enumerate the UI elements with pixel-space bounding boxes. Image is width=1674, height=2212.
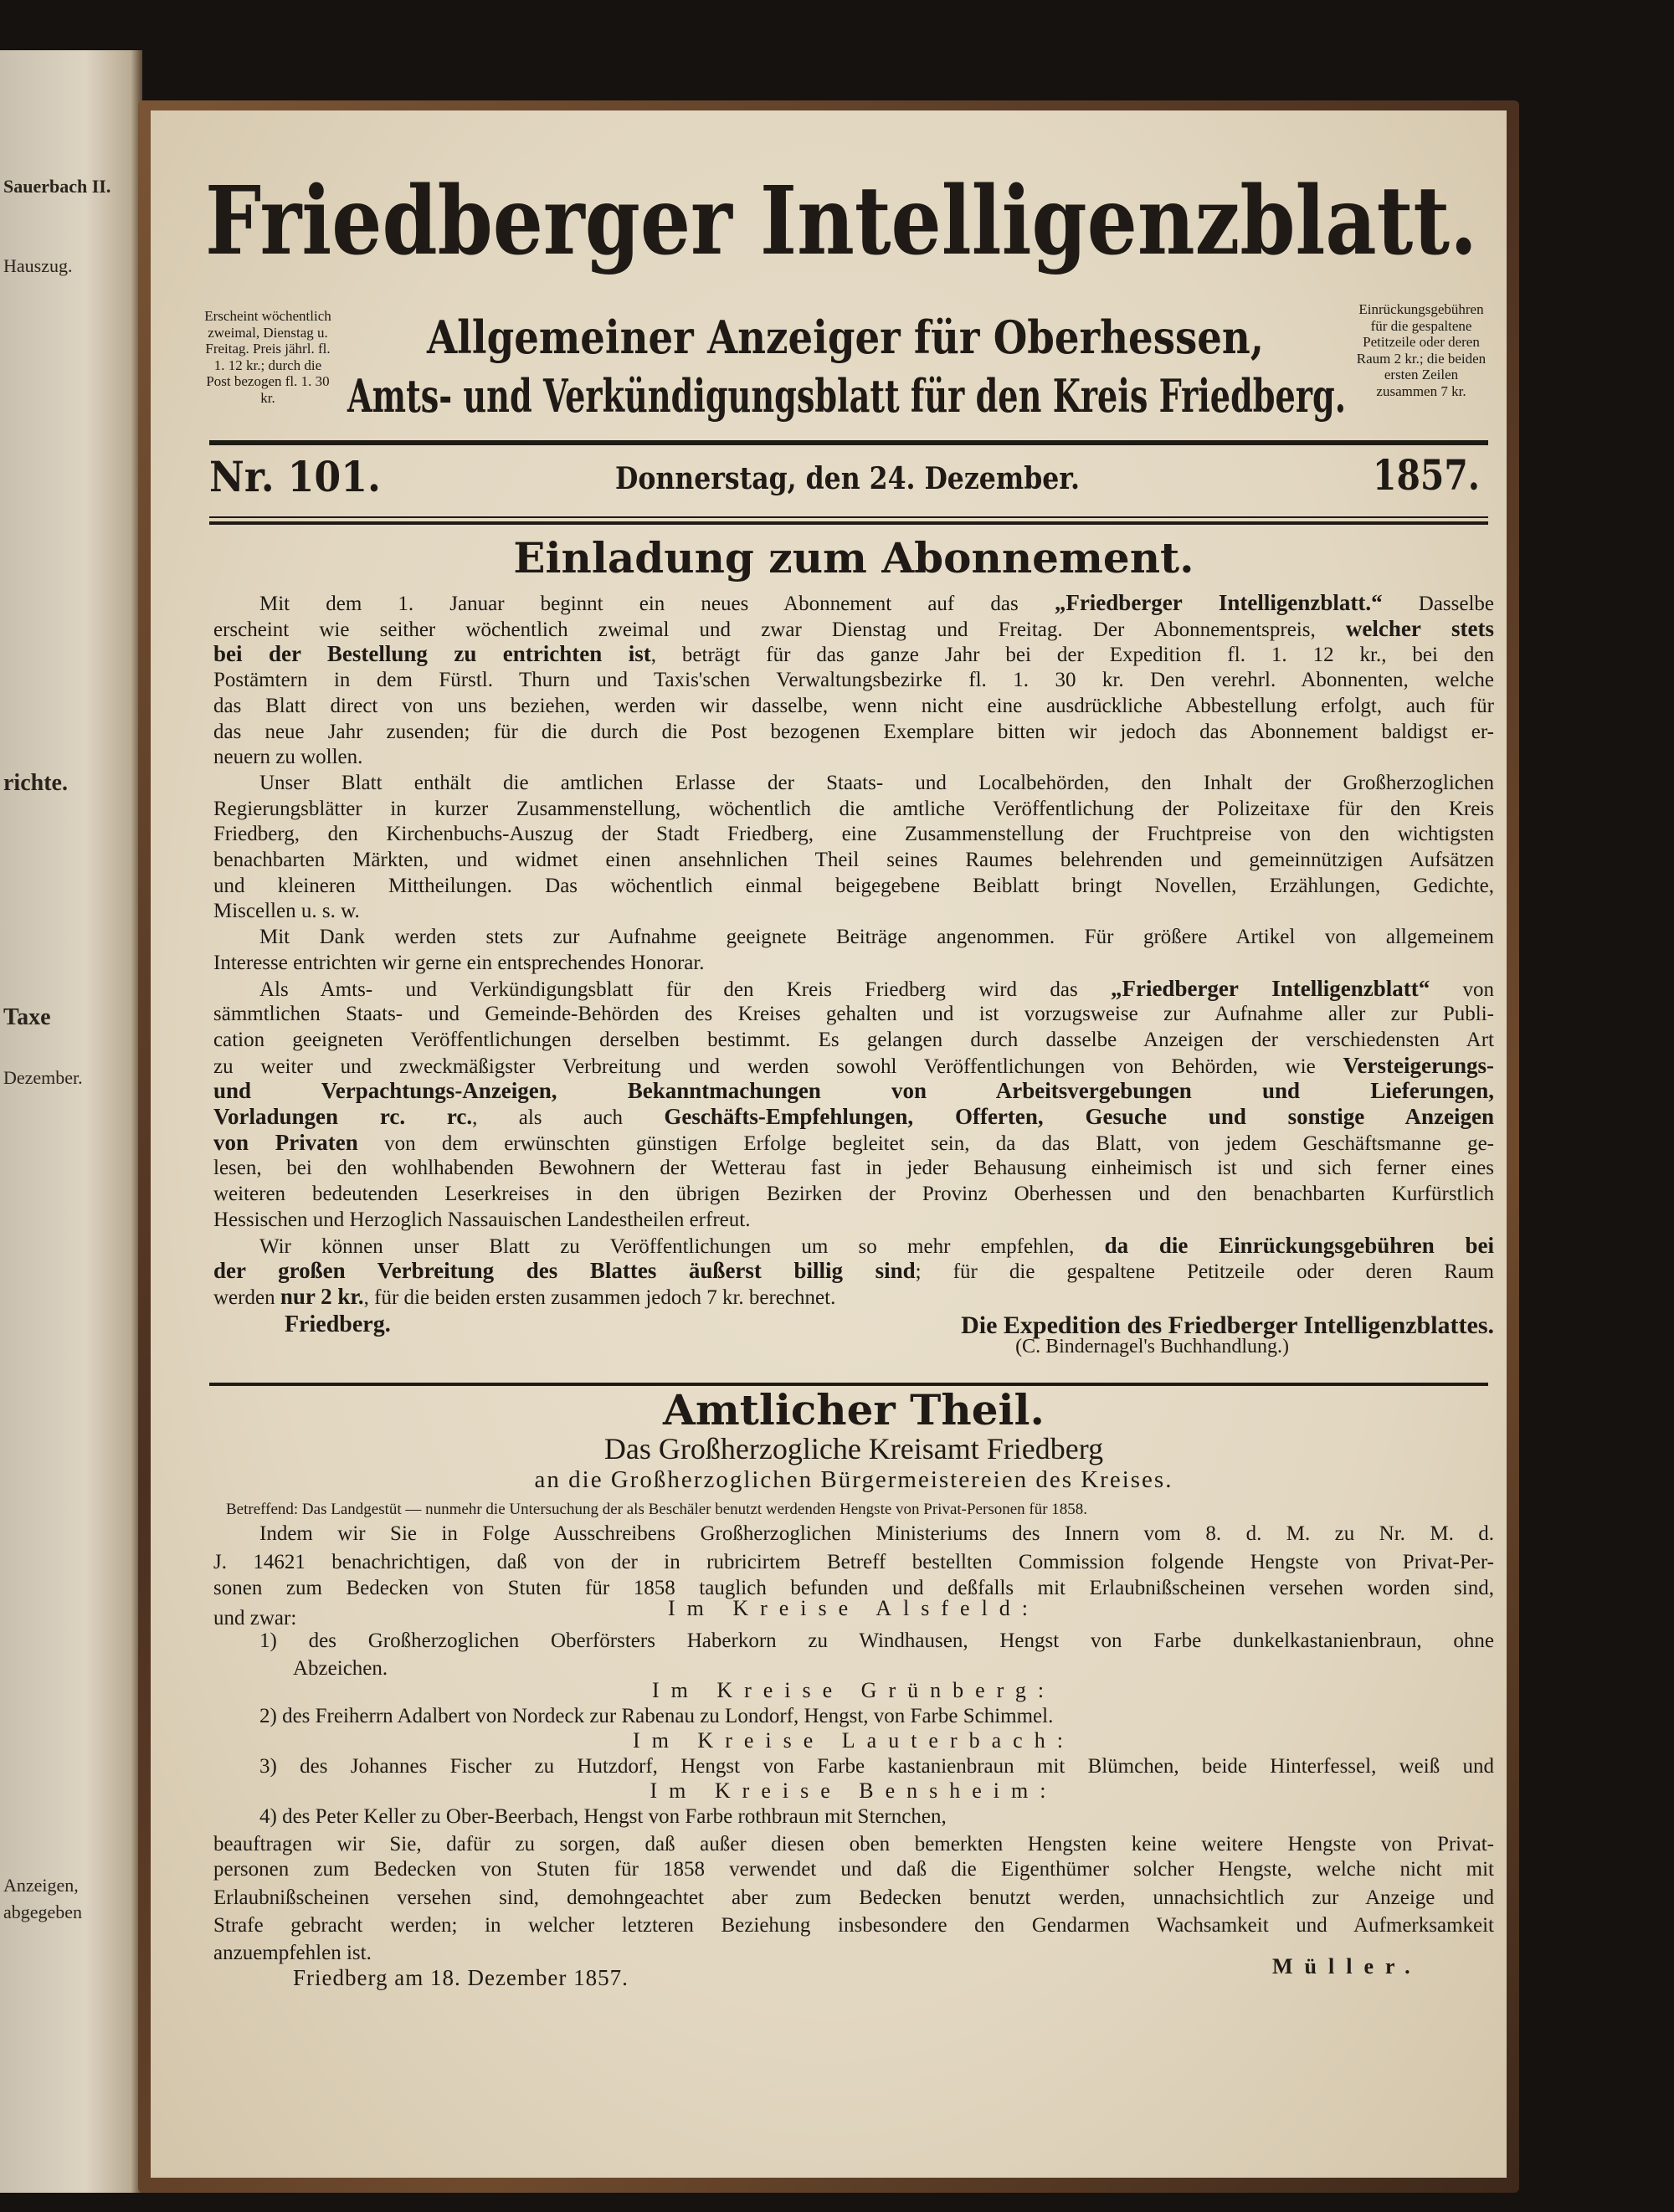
signature: Die Expedition des Friedberger Intelligenzblattes. (961, 1311, 1494, 1339)
divider (209, 440, 1488, 445)
article-line (213, 719, 1494, 745)
issue-year: 1857. (1373, 450, 1480, 500)
article-line (213, 641, 1494, 667)
bold-text: von Privaten (213, 1129, 358, 1155)
body-line: Indem wir Sie in Folge Ausschreibens Großherzoglichen Ministeriums des Innern vom 8. d. M. zu Nr. M. d. (259, 1522, 1494, 1545)
place: Friedberg. (285, 1311, 391, 1337)
article-line (213, 744, 1494, 770)
stallion-entry: 2) des Freiherrn Adalbert von Nordeck zur Rabenau zu Londorf, Hengst, von Farbe Schimmel. (259, 1705, 1054, 1727)
bold-text: welcher stets (1345, 615, 1494, 641)
section-heading-official: Amtlicher Theil. (663, 1385, 1045, 1434)
dateline: Friedberg am 18. Dezember 1857. (293, 1965, 629, 1990)
article-line (213, 873, 1494, 899)
text: Dasselbe (1382, 593, 1495, 615)
article-line (259, 590, 1494, 616)
issue-number: Nr. 101. (209, 452, 381, 501)
text: Unser Blatt enthält die amtlichen Erlasse der Staats- und Localbehörden, den Inhalt der Großherzoglichen (259, 771, 1494, 794)
text: , als auch (472, 1106, 665, 1129)
text: zu weiter und zweckmäßigster Verbreitung und werden sowohl Veröffentlichungen von Behörden, wie (213, 1055, 1343, 1078)
publisher: (C. Bindernagel's Buchhandlung.) (1015, 1336, 1289, 1357)
newspaper-title: Friedberger Intelligenzblatt. (205, 167, 1477, 276)
article-line (213, 1155, 1494, 1181)
text: cation geeigneten Veröffentlichungen derselben bestimmt. Es gelangen durch dasselbe Anzeigen der verschiedensten Art (213, 1028, 1494, 1051)
bold-text: nur 2 kr. (280, 1283, 364, 1309)
fragment: Hauszug. (3, 255, 73, 276)
stallion-entry: 1) des Großherzoglichen Oberförsters Haberkorn zu Windhausen, Hengst von Farbe dunkelkastanienbraun, ohne (259, 1629, 1494, 1652)
body-line: J. 14621 benachrichtigen, daß von der in rubricirtem Betreff bestellten Commission folgende Hengste von Privat-Per- (213, 1551, 1494, 1573)
bold-text: Versteigerungs- (1343, 1052, 1494, 1078)
article-line (213, 693, 1494, 719)
article-line (213, 1207, 1494, 1233)
district-heading: Im Kreise Bensheim: (650, 1778, 1058, 1803)
fragment: Taxe (3, 1004, 51, 1030)
text: Als Amts- und Verkündigungsblatt für den Kreis Friedberg wird das (259, 978, 1111, 1001)
article-line (213, 616, 1494, 642)
previous-page-edge (0, 50, 142, 2193)
text: das Blatt direct von uns beziehen, werden wir dasselbe, wenn nicht eine ausdrückliche Abbestellung erfolgt, auch für (213, 694, 1494, 717)
stallion-entry: 3) des Johannes Fischer zu Hutzdorf, Hengst von Farbe kastanienbraun mit Blümchen, beide Hinterfessel, weiß und (259, 1755, 1494, 1778)
authority: Das Großherzogliche Kreisamt Friedberg (603, 1432, 1104, 1465)
article-line (213, 1001, 1494, 1027)
article-line (213, 821, 1494, 847)
subtitle: Allgemeiner Anzeiger für Oberhessen, (427, 311, 1264, 364)
text: benachbarten Märkten, und widmet einen ansehnlichen Theil seines Raumes belehrenden und gemeinnützigen Aufsätzen (213, 849, 1494, 871)
article-line (213, 667, 1494, 693)
article-line (213, 1258, 1494, 1284)
bold-text: der großen Verbreitung des Blattes äußerst billig sind (213, 1258, 916, 1284)
text: und kleineren Mittheilungen. Das wöchentlich einmal beigegebene Beiblatt bringt Novellen, Erzählungen, Gedichte, (213, 874, 1494, 897)
text: lesen, bei den wohlhabenden Bewohnern der Wetterau fast in jeder Behausung einheimisch ist und sich ferner eines (213, 1157, 1494, 1180)
text: neuern zu wollen. (213, 746, 363, 769)
text: erscheint wie seither wöchentlich zweimal und zwar Dienstag und Freitag. Der Abonnementspreis, (213, 618, 1346, 641)
text: sämmtlichen Staats- und Gemeinde-Behörden des Kreises gehalten und ist vorzugsweise zur Aufnahme aller zur Publi- (213, 1003, 1494, 1026)
fragment: Sauerbach II. (3, 176, 111, 197)
subtitle-official: Amts- und Verkündigungsblatt für den Kreis Friedberg. (347, 369, 1346, 423)
fragment: Anzeigen, (3, 1875, 79, 1896)
bold-text: „Friedberger Intelligenzblatt“ (1110, 975, 1430, 1001)
text: von dem erwünschten günstigen Erfolge begleitet sein, da das Blatt, von jedem Geschäftsmanne ge- (357, 1132, 1494, 1155)
text: weiteren bedeutenden Leserkreises in den übrigen Bezirken der Provinz Oberhessen und den benachbarten Kurfürstlich (213, 1183, 1494, 1206)
text: Hessischen und Herzoglich Nassauischen Landestheilen erfreut. (213, 1208, 751, 1231)
article-line (259, 976, 1494, 1002)
district-heading: Im Kreise Alsfeld: (667, 1596, 1040, 1620)
body-line: und zwar: (213, 1607, 297, 1629)
body-line: personen zum Bedecken von Stuten für 1858 verwendet und daß die Eigenthümer solcher Hengste, welche nicht mit (213, 1858, 1494, 1881)
text: ; für die gespaltene Petitzeile oder deren Raum (915, 1260, 1494, 1284)
bold-text: und Verpachtungs-Anzeigen, Bekanntmachungen von Arbeitsvergebungen und Lieferungen, (213, 1078, 1494, 1104)
text: Miscellen u. s. w. (213, 900, 360, 923)
bold-text: Geschäfts-Empfehlungen, Offerten, Gesuche und sonstige Anzeigen (664, 1104, 1495, 1129)
article-line (213, 1104, 1494, 1130)
signed-by: Müller. (1272, 1954, 1422, 1978)
article-line (213, 950, 1494, 976)
text: Postämtern in dem Fürstl. Thurn und Taxis'schen Verwaltungsbezirke fl. 1. 30 kr. Den verehrl. Abonnenten, welche (213, 669, 1494, 692)
text: werden (213, 1286, 280, 1309)
article-line (259, 924, 1494, 950)
advertising-rates-note: Einrückungsgebühren für die gespaltene Petitzeile oder deren Raum 2 kr.; die beiden ersten Zeilen zusammen 7 kr. (1356, 301, 1487, 399)
text: Regierungsblätter in kurzer Zusammenstellung, wöchentlich die amtliche Veröffentlichung der Polizeitaxe für den Kreis (213, 797, 1494, 820)
fragment: richte. (3, 770, 68, 796)
text: Friedberg, den Kirchenbuchs-Auszug der Stadt Friedberg, eine Zusammenstellung der Fruchtpreise von den wichtigsten (213, 823, 1494, 846)
fragment: abgegeben (3, 1901, 83, 1922)
publication-info-note: Erscheint wöchentlich zweimal, Dienstag u. Freitag. Preis jährl. fl. 1. 12 kr.; durch die Post bezogen fl. 1. 30 kr. (204, 308, 331, 406)
text: von (1430, 978, 1494, 1001)
divider (209, 521, 1488, 525)
district-heading: Im Kreise Lauterbach: (633, 1728, 1075, 1753)
body-line: Erlaubnißscheinen versehen sind, demohngeachtet aber zum Bedecken benutzt werden, unnachsichtlich zur Anzeige und (213, 1886, 1494, 1909)
article-line (213, 1284, 1494, 1310)
fragment: Dezember. (3, 1067, 83, 1088)
section-heading-subscription: Einladung zum Abonnement. (513, 533, 1194, 583)
bold-text: da die Einrückungsgebühren bei (1104, 1232, 1494, 1258)
article-line (213, 1078, 1494, 1104)
text: Interesse entrichten wir gerne ein entsprechendes Honorar. (213, 951, 705, 974)
subject-line: Betreffend: Das Landgestüt — nunmehr die Untersuchung der als Beschäler benutzt werdenden Hengste von Privat-Personen für 1858. (226, 1501, 1088, 1518)
district-heading: Im Kreise Grünberg: (651, 1678, 1056, 1702)
bold-text: bei der Bestellung zu entrichten ist (213, 641, 651, 667)
article-line (213, 1130, 1494, 1156)
bold-text: Vorladungen rc. rc. (213, 1104, 473, 1129)
text: , beträgt für das ganze Jahr bei der Expedition fl. 1. 12 kr., bei den (650, 644, 1494, 667)
text: Mit Dank werden stets zur Aufnahme geeignete Beiträge angenommen. Für größere Artikel von allgemeinem (259, 926, 1494, 949)
article-line (213, 898, 1494, 924)
article-line (259, 770, 1494, 796)
article-line (213, 1181, 1494, 1207)
text: Wir können unser Blatt zu Veröffentlichungen um so mehr empfehlen, (259, 1234, 1105, 1258)
article-line (259, 1233, 1494, 1259)
issue-date: Donnerstag, den 24. Dezember. (615, 461, 1080, 496)
body-line: anzuempfehlen ist. (213, 1942, 372, 1964)
bold-text: „Friedberger Intelligenzblatt.“ (1054, 590, 1383, 615)
text: , für die beiden ersten zusammen jedoch 7 kr. berechnet. (363, 1286, 836, 1309)
body-line: sonen zum Bedecken von Stuten für 1858 tauglich befunden und deßfalls mit Erlaubnißscheinen versehen worden sind, (213, 1577, 1494, 1599)
text: Mit dem 1. Januar beginnt ein neues Abonnement auf das (259, 593, 1055, 615)
body-line: Strafe gebracht werden; in welcher letzteren Beziehung insbesondere den Gendarmen Wachsamkeit und Aufmerksamkeit (213, 1914, 1494, 1937)
addressee: an die Großherzoglichen Bürgermeistereien des Kreises. (534, 1466, 1173, 1493)
body-line: Abzeichen. (293, 1657, 388, 1680)
body-line: beauftragen wir Sie, dafür zu sorgen, daß außer diesen oben bemerkten Hengsten keine weitere Hengste von Privat- (213, 1833, 1494, 1855)
article-line (213, 847, 1494, 873)
stallion-entry: 4) des Peter Keller zu Ober-Beerbach, Hengst von Farbe rothbraun mit Sternchen, (259, 1805, 947, 1828)
article-line (213, 796, 1494, 822)
divider (209, 516, 1488, 518)
article-line (213, 1053, 1494, 1079)
text: das neue Jahr zusenden; für die durch die Post bezogenen Exemplare bitten wir jedoch das Abonnement baldigst er- (213, 720, 1494, 743)
article-line (213, 1027, 1494, 1053)
